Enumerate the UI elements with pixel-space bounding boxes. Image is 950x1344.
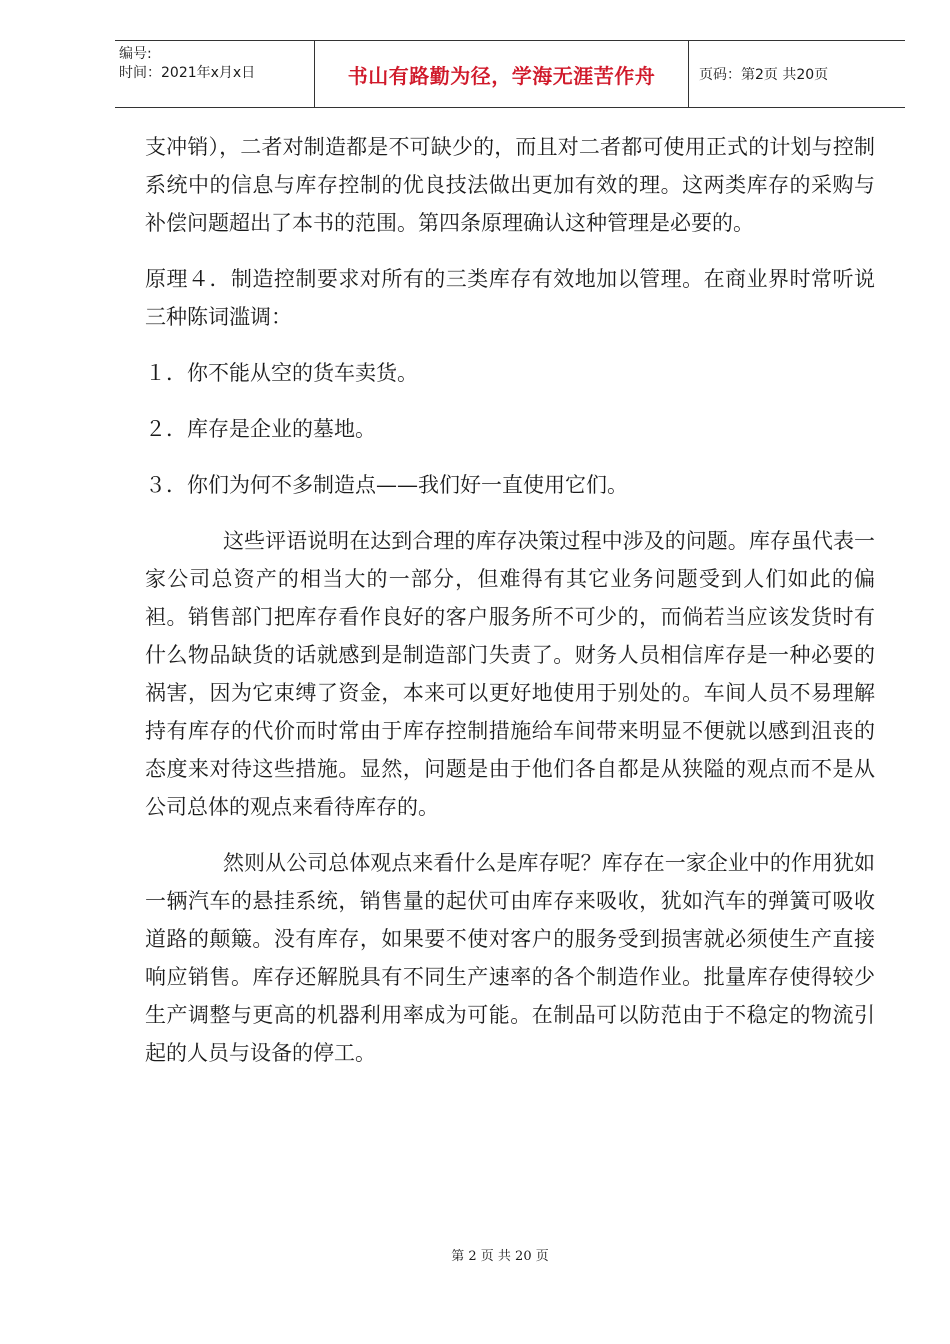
document-body [145, 128, 875, 1072]
paragraph: 原理４．制造控制要求对所有的三类库存有效地加以管理。在商业界时常听说三种陈词滥调： [145, 267, 875, 329]
number-label: 编号: [119, 46, 152, 62]
paragraph: 这些评语说明在达到合理的库存决策过程中涉及的问题。库存虽代表一家公司总资产的相当大的一部分，但难得有其它业务问题受到人们如此的偏袒。销售部门把库存看作良好的客户服务所不可少的，而倘若当应该发货时有什么物品缺货的话就感到是制造部门失责了。财务人员相信库存是一种必要的祸害，因为它束缚了资金，本来可以更好地使用于别处的。车间人员不易理解持有库存的代价而时常由于库存控制措施给车间带来明显不便就以感到沮丧的态度来对待这些措施。显然，问题是由于他们各自都是从狭隘的观点而不是从公司总体的观点来看待库存的。 [145, 529, 875, 819]
paragraph: 然则从公司总体观点来看什么是库存呢？库存在一家企业中的作用犹如一辆汽车的悬挂系统，销售量的起伏可由库存来吸收，犹如汽车的弹簧可吸收道路的颠簸。没有库存，如果要不使对客户的服务受到损害就必须使生产直接响应销售。库存还解脱具有不同生产速率的各个制造作业。批量库存使得较少生产调整与更高的机器利用率成为可能。在制品可以防范由于不稳定的物流引起的人员与设备的停工。 [145, 851, 875, 1065]
header-page-info: 页码：第2页 共20页 [699, 67, 829, 83]
header-motto: 书山有路勤为径，学海无涯苦作舟 [315, 41, 689, 107]
page-footer: 第 2 页 共 20 页 [451, 1249, 549, 1264]
header-meta [115, 41, 315, 107]
time-label: 时间：2021年x月x日 [119, 65, 256, 81]
paragraph: 支冲销），二者对制造都是不可缺少的，而且对二者都可使用正式的计划与控制系统中的信息与库存控制的优良技法做出更加有效的理。这两类库存的采购与补偿问题超出了本书的范围。第四条原理确认这种管理是必要的。 [145, 135, 875, 235]
list-item: ２．库存是企业的墓地。 [145, 417, 376, 441]
list-item: ３．你们为何不多制造点——我们好一直使用它们。 [145, 473, 628, 497]
list-item: １．你不能从空的货车卖货。 [145, 361, 418, 385]
page-header [115, 40, 905, 108]
